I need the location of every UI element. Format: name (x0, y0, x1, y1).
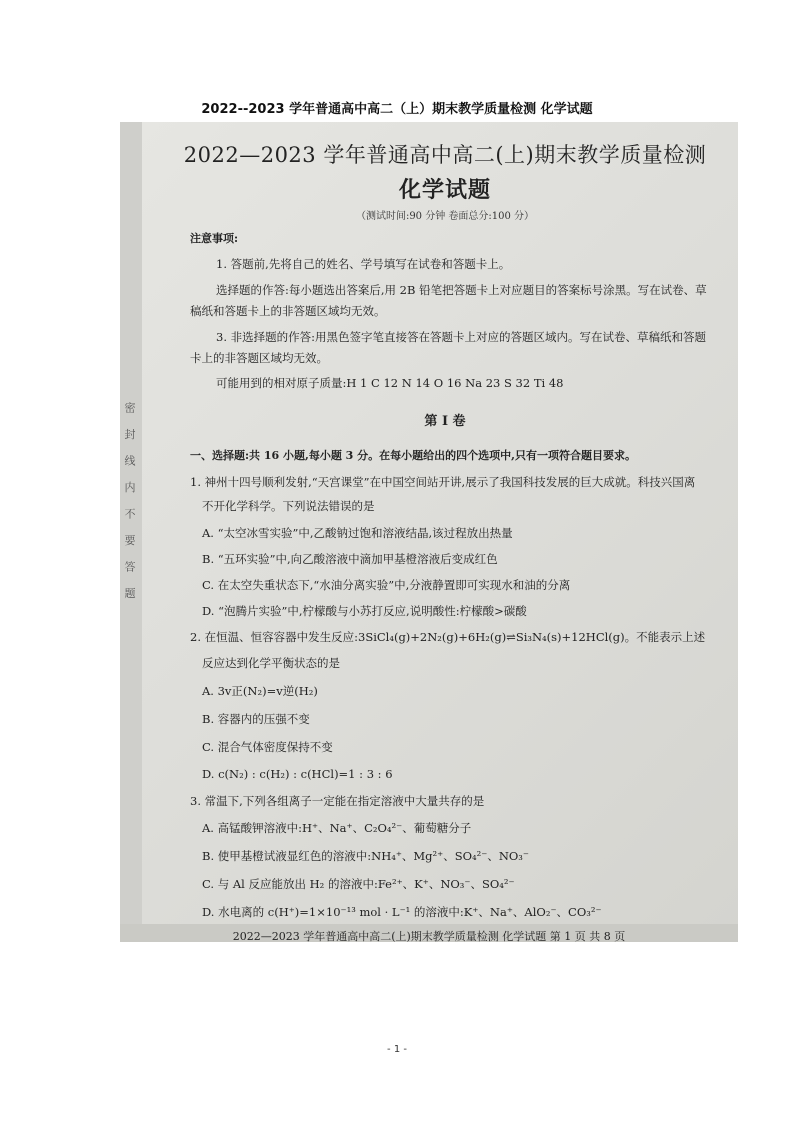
notice-3-cont: 卡上的非答题区域均无效。 (190, 351, 328, 365)
q1-option-d: D. “泡腾片实验”中,柠檬酸与小苏打反应,说明酸性:柠檬酸>碳酸 (202, 604, 527, 618)
subject-title: 化学试题 (398, 177, 491, 203)
section-title: 第 I 卷 (424, 414, 466, 429)
q3-option-a: A. 高锰酸钾溶液中:H⁺、Na⁺、C₂O₄²⁻、葡萄糖分子 (202, 821, 472, 835)
q2-option-d: D. c(N₂) : c(H₂) : c(HCl)=1 : 3 : 6 (202, 767, 393, 781)
q3-stem: 3. 常温下,下列各组离子一定能在指定溶液中大量共存的是 (190, 794, 485, 808)
q1-option-c: C. 在太空失重状态下,“水油分离实验”中,分液静置即可实现水和油的分离 (202, 578, 571, 592)
q1-stem-line2: 不开化学科学。下列说法错误的是 (202, 499, 375, 513)
part-intro: 一、选择题:共 16 小题,每小题 3 分。在每小题给出的四个选项中,只有一项符合题目要求。 (190, 449, 636, 462)
notice-2: 选择题的作答:每小题选出答案后,用 2B 铅笔把答题卡上对应题目的答案标号涂黑。写在试卷、草 (216, 283, 707, 297)
q1-option-a: A. “太空冰雪实验”中,乙酸钠过饱和溶液结晶,该过程放出热量 (202, 526, 513, 540)
page-number: - 1 - (387, 1044, 407, 1055)
seal-line-text: 密 封 线 内 不 要 答 题 (123, 402, 136, 605)
q1-option-b: B. “五环实验”中,向乙酸溶液中滴加甲基橙溶液后变成红色 (202, 552, 498, 566)
exam-title: 2022—2023 学年普通高中高二(上)期末教学质量检测 (183, 143, 707, 167)
exam-footer: 2022—2023 学年普通高中高二(上)期末教学质量检测 化学试题 第 1 页 共 8 页 (232, 930, 626, 943)
notice-heading: 注意事项: (190, 232, 239, 245)
q1-stem-line1: 1. 神州十四号顺利发射,“天宫课堂”在中国空间站开讲,展示了我国科技发展的巨大成就。科技兴国离 (190, 475, 696, 489)
notice-3: 3. 非选择题的作答:用黑色签字笔直接答在答题卡上对应的答题区域内。写在试卷、草稿纸和答题 (216, 330, 706, 344)
q2-stem-line2: 反应达到化学平衡状态的是 (202, 656, 340, 670)
atomic-mass-line: 可能用到的相对原子质量:H 1 C 12 N 14 O 16 Na 23 S 32 Ti 48 (216, 376, 564, 390)
time-info: （测试时间:90 分钟 卷面总分:100 分） (355, 211, 535, 222)
notice-1: 1. 答题前,先将自己的姓名、学号填写在试卷和答题卡上。 (216, 257, 511, 271)
q2-stem-line1: 2. 在恒温、恒容容器中发生反应:3SiCl₄(g)+2N₂(g)+6H₂(g)⇌Si₃N₄(s)+12HCl(g)。不能表示上述 (190, 630, 706, 644)
exam-page-photo (120, 122, 738, 942)
q3-option-b: B. 使甲基橙试液显红色的溶液中:NH₄⁺、Mg²⁺、SO₄²⁻、NO₃⁻ (202, 849, 529, 863)
notice-2-cont: 稿纸和答题卡上的非答题区域均无效。 (190, 304, 386, 318)
document-header: 2022--2023 学年普通高中高二（上）期末教学质量检测 化学试题 (201, 102, 593, 117)
q2-option-b: B. 容器内的压强不变 (202, 712, 310, 726)
q3-option-c: C. 与 Al 反应能放出 H₂ 的溶液中:Fe²⁺、K⁺、NO₃⁻、SO₄²⁻ (202, 877, 515, 891)
q2-option-c: C. 混合气体密度保持不变 (202, 740, 333, 754)
q2-option-a: A. 3v正(N₂)=v逆(H₂) (202, 684, 318, 698)
q3-option-d: D. 水电离的 c(H⁺)=1×10⁻¹³ mol · L⁻¹ 的溶液中:K⁺、Na⁺、AlO₂⁻、CO₃²⁻ (202, 905, 602, 919)
